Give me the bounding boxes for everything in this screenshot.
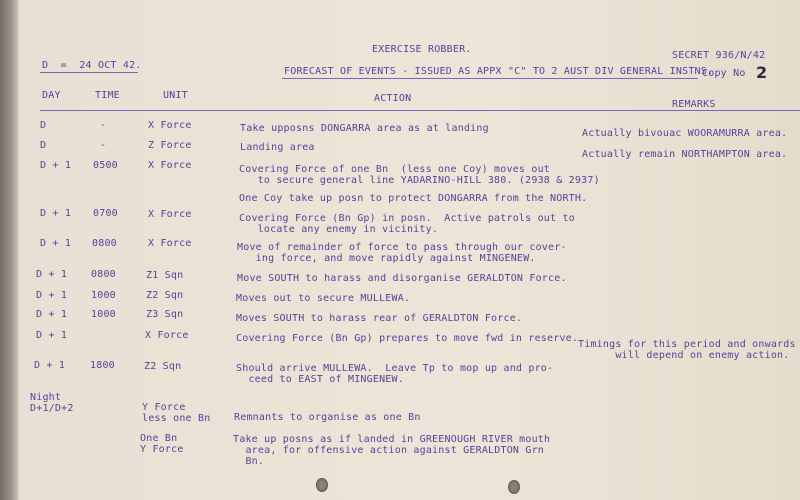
cell-day: D — [40, 140, 47, 151]
cell-action: Should arrive MULLEWA. Leave Tp to mop up and pro- ceed to EAST of MINGENEW. — [236, 363, 554, 385]
cell-day: D + 1 — [36, 330, 68, 341]
cell-day: D + 1 — [40, 160, 72, 171]
cell-action: One Coy take up posn to protect DONGARRA from the NORTH. — [239, 193, 588, 204]
cell-remarks: Timings for this period and onwards will depend on enemy action. — [578, 339, 796, 361]
cell-time: 1000 — [91, 290, 116, 301]
cell-day: D + 1 — [40, 208, 72, 219]
cell-time: - — [100, 140, 107, 151]
copy-label: Copy No — [702, 68, 746, 79]
cell-unit: X Force — [145, 330, 189, 341]
column-header-remarks: REMARKS — [672, 99, 716, 110]
cell-day: D + 1 — [36, 309, 68, 320]
cell-action: Landing area — [240, 142, 315, 153]
cell-action: Take upposns DONGARRA area as at landing — [240, 123, 489, 134]
punch-hole — [316, 478, 328, 492]
cell-time: 1000 — [91, 309, 116, 320]
cell-unit: Z2 Sqn — [146, 290, 184, 301]
cell-unit: X Force — [148, 120, 192, 131]
cell-unit: Z2 Sqn — [144, 361, 182, 372]
cell-action: Take up posns as if landed in GREENOUGH RIVER mouth area, for offensive action against GERALDTON Grn Bn. — [233, 434, 551, 467]
cell-time: 1800 — [90, 360, 115, 371]
cell-time: 0800 — [92, 238, 117, 249]
cell-unit: Z Force — [148, 140, 192, 151]
date-underline — [40, 72, 138, 73]
column-header-day: DAY — [42, 90, 61, 101]
cell-unit: Z3 Sqn — [146, 309, 184, 320]
date-line: D = 24 OCT 42. — [42, 60, 142, 71]
cell-unit: Z1 Sqn — [146, 270, 184, 281]
cell-action: Move SOUTH to harass and disorganise GERALDTON Force. — [237, 273, 567, 284]
copy-number: 2 — [756, 63, 768, 82]
binding-edge — [0, 0, 18, 500]
subtitle-underline — [282, 78, 698, 79]
cell-unit: X Force — [148, 160, 192, 171]
cell-day: D + 1 — [34, 360, 66, 371]
cell-day: D + 1 — [36, 290, 68, 301]
secret-reference: SECRET 936/N/42 — [672, 50, 766, 61]
cell-day: D + 1 — [36, 269, 68, 280]
document-title: EXERCISE ROBBER. — [372, 44, 472, 55]
cell-unit: One Bn Y Force — [140, 433, 184, 455]
punch-hole — [508, 480, 520, 494]
cell-day: D — [40, 120, 47, 131]
cell-day: Night D+1/D+2 — [30, 392, 74, 414]
cell-action: Remnants to organise as one Bn — [234, 412, 421, 423]
header-rule — [40, 110, 800, 111]
cell-action: Covering Force (Bn Gp) prepares to move fwd in reserve. — [236, 333, 579, 344]
cell-unit: Y Force less one Bn — [142, 402, 211, 424]
column-header-time: TIME — [95, 90, 120, 101]
cell-day: D + 1 — [40, 238, 72, 249]
cell-remarks: Actually bivouac WOORAMURRA area. — [582, 128, 788, 139]
document-subtitle: FORECAST OF EVENTS - ISSUED AS APPX "C" TO 2 AUST DIV GENERAL INSTNS. — [284, 66, 714, 77]
column-header-action: ACTION — [374, 93, 412, 104]
cell-action: Covering Force (Bn Gp) in posn. Active patrols out to locate any enemy in vicinity. — [239, 213, 575, 235]
cell-action: Covering Force of one Bn (less one Coy) moves out to secure general line YADARINO-HILL 380. (2938 & 2937) — [239, 164, 600, 186]
cell-action: Moves SOUTH to harass rear of GERALDTON Force. — [236, 313, 523, 324]
column-header-unit: UNIT — [163, 90, 188, 101]
cell-unit: X Force — [148, 238, 192, 249]
cell-remarks: Actually remain NORTHAMPTON area. — [582, 149, 788, 160]
cell-time: 0500 — [93, 160, 118, 171]
cell-unit: X Force — [148, 209, 192, 220]
cell-action: Move of remainder of force to pass through our cover- ing force, and move rapidly against MINGENEW. — [237, 242, 567, 264]
cell-time: - — [100, 120, 107, 131]
cell-time: 0800 — [91, 269, 116, 280]
cell-time: 0700 — [93, 208, 118, 219]
cell-action: Moves out to secure MULLEWA. — [236, 293, 411, 304]
